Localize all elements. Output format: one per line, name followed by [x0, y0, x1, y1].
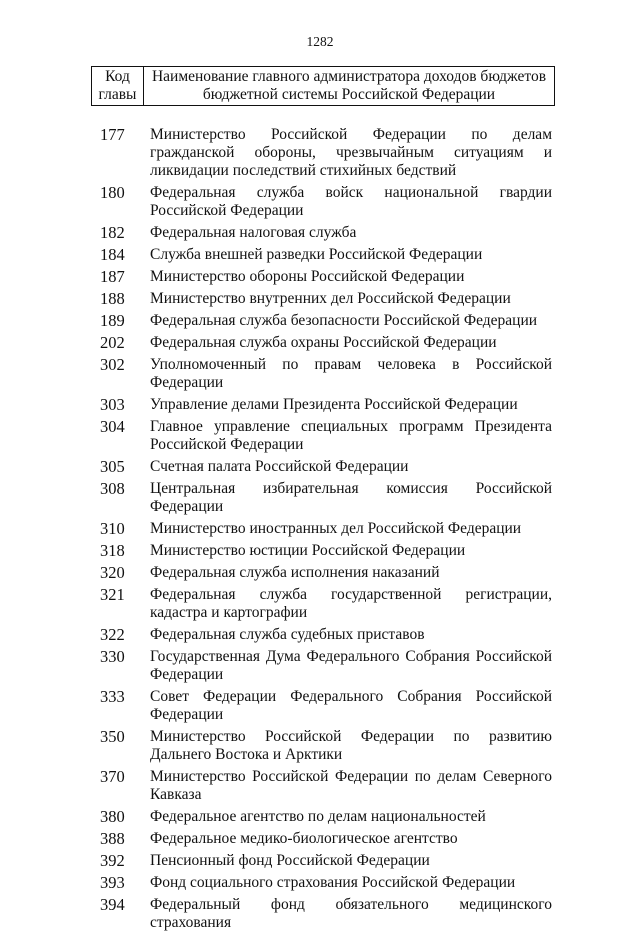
header-code-line-2: главы — [98, 86, 137, 103]
page-number: 1282 — [306, 34, 334, 49]
table-row — [100, 768, 552, 804]
row-code: 350 — [100, 727, 125, 746]
header-name-line-1: Наименование главного администратора доходов бюджетов — [151, 68, 547, 85]
row-code: 305 — [100, 457, 125, 476]
row-name: Федеральная налоговая служба — [150, 224, 357, 241]
row-code: 189 — [100, 311, 125, 330]
table-row — [100, 290, 552, 308]
table-row — [100, 626, 552, 644]
row-name: Счетная палата Российской Федерации — [150, 458, 409, 475]
table-row — [100, 564, 552, 582]
row-name: Центральная избирательная комиссия Российской Федерации — [150, 480, 552, 515]
row-name: Федеральное медико-биологическое агентство — [150, 830, 458, 847]
row-name: Федеральный фонд обязательного медицинского страхования — [150, 896, 552, 931]
row-code: 320 — [100, 563, 125, 582]
row-code: 303 — [100, 395, 125, 414]
row-code: 304 — [100, 417, 125, 436]
row-name: Министерство Российской Федерации по делам гражданской обороны, чрезвычайным ситуациям и ликвидации последствий стихийных бедствий — [150, 126, 552, 179]
table-row — [100, 648, 552, 684]
table-row — [100, 418, 552, 454]
row-code: 187 — [100, 267, 125, 286]
row-code: 393 — [100, 873, 125, 892]
row-code: 184 — [100, 245, 125, 264]
table-row — [100, 268, 552, 286]
row-name: Управление делами Президента Российской Федерации — [150, 396, 518, 413]
table-row — [100, 728, 552, 764]
row-code: 318 — [100, 541, 125, 560]
row-name: Федеральная служба судебных приставов — [150, 626, 425, 643]
table-row — [100, 356, 552, 392]
row-name: Пенсионный фонд Российской Федерации — [150, 852, 430, 869]
row-name: Федеральное агентство по делам национальностей — [150, 808, 486, 825]
header-name-line-2: бюджетной системы Российской Федерации — [202, 86, 496, 103]
row-code: 392 — [100, 851, 125, 870]
row-code: 308 — [100, 479, 125, 498]
row-name: Главное управление специальных программ Президента Российской Федерации — [150, 418, 552, 453]
row-code: 177 — [100, 125, 125, 144]
table-row — [100, 224, 552, 242]
table-row — [100, 458, 552, 476]
row-code: 310 — [100, 519, 125, 538]
table-row — [100, 184, 552, 220]
table-row — [100, 852, 552, 870]
header-name-column — [144, 67, 554, 105]
row-name: Министерство внутренних дел Российской Федерации — [150, 290, 511, 307]
row-name: Государственная Дума Федерального Собрания Российской Федерации — [150, 648, 552, 683]
table-row — [100, 312, 552, 330]
row-name: Министерство Российской Федерации по делам Северного Кавказа — [150, 768, 552, 803]
row-name: Совет Федерации Федерального Собрания Российской Федерации — [150, 688, 552, 723]
row-code: 302 — [100, 355, 125, 374]
row-name: Служба внешней разведки Российской Федерации — [150, 246, 483, 263]
table-row — [100, 334, 552, 352]
row-name: Федеральная служба государственной регистрации, кадастра и картографии — [150, 586, 552, 621]
row-code: 370 — [100, 767, 125, 786]
row-name: Министерство иностранных дел Российской Федерации — [150, 520, 522, 537]
header-code-column — [92, 67, 144, 105]
row-name: Уполномоченный по правам человека в Российской Федерации — [150, 356, 552, 391]
row-name: Министерство обороны Российской Федерации — [150, 268, 465, 285]
table-row — [100, 542, 552, 560]
row-code: 182 — [100, 223, 125, 242]
table-row — [100, 896, 552, 932]
table-row — [100, 830, 552, 848]
row-code: 333 — [100, 687, 125, 706]
table-row — [100, 246, 552, 264]
row-name: Федеральная служба охраны Российской Федерации — [150, 334, 497, 351]
table-header — [91, 66, 555, 106]
row-name: Федеральная служба безопасности Российской Федерации — [150, 312, 538, 329]
table-row — [100, 688, 552, 724]
row-code: 388 — [100, 829, 125, 848]
row-code: 202 — [100, 333, 125, 352]
table-row — [100, 808, 552, 826]
row-code: 380 — [100, 807, 125, 826]
row-code: 330 — [100, 647, 125, 666]
row-code: 180 — [100, 183, 125, 202]
row-name: Федеральная служба исполнения наказаний — [150, 564, 440, 581]
row-code: 321 — [100, 585, 125, 604]
row-name: Фонд социального страхования Российской Федерации — [150, 874, 516, 891]
table-row — [100, 874, 552, 892]
table-row — [100, 396, 552, 414]
row-code: 322 — [100, 625, 125, 644]
table-row — [100, 126, 552, 180]
table-row — [100, 586, 552, 622]
row-code: 188 — [100, 289, 125, 308]
row-name: Министерство Российской Федерации по развитию Дальнего Востока и Арктики — [150, 728, 552, 763]
row-name: Федеральная служба войск национальной гвардии Российской Федерации — [150, 184, 552, 219]
row-code: 394 — [100, 895, 125, 914]
administrator-list — [100, 126, 552, 936]
table-row — [100, 520, 552, 538]
row-name: Министерство юстиции Российской Федерации — [150, 542, 466, 559]
table-row — [100, 480, 552, 516]
header-code-line-1: Код — [105, 68, 130, 85]
